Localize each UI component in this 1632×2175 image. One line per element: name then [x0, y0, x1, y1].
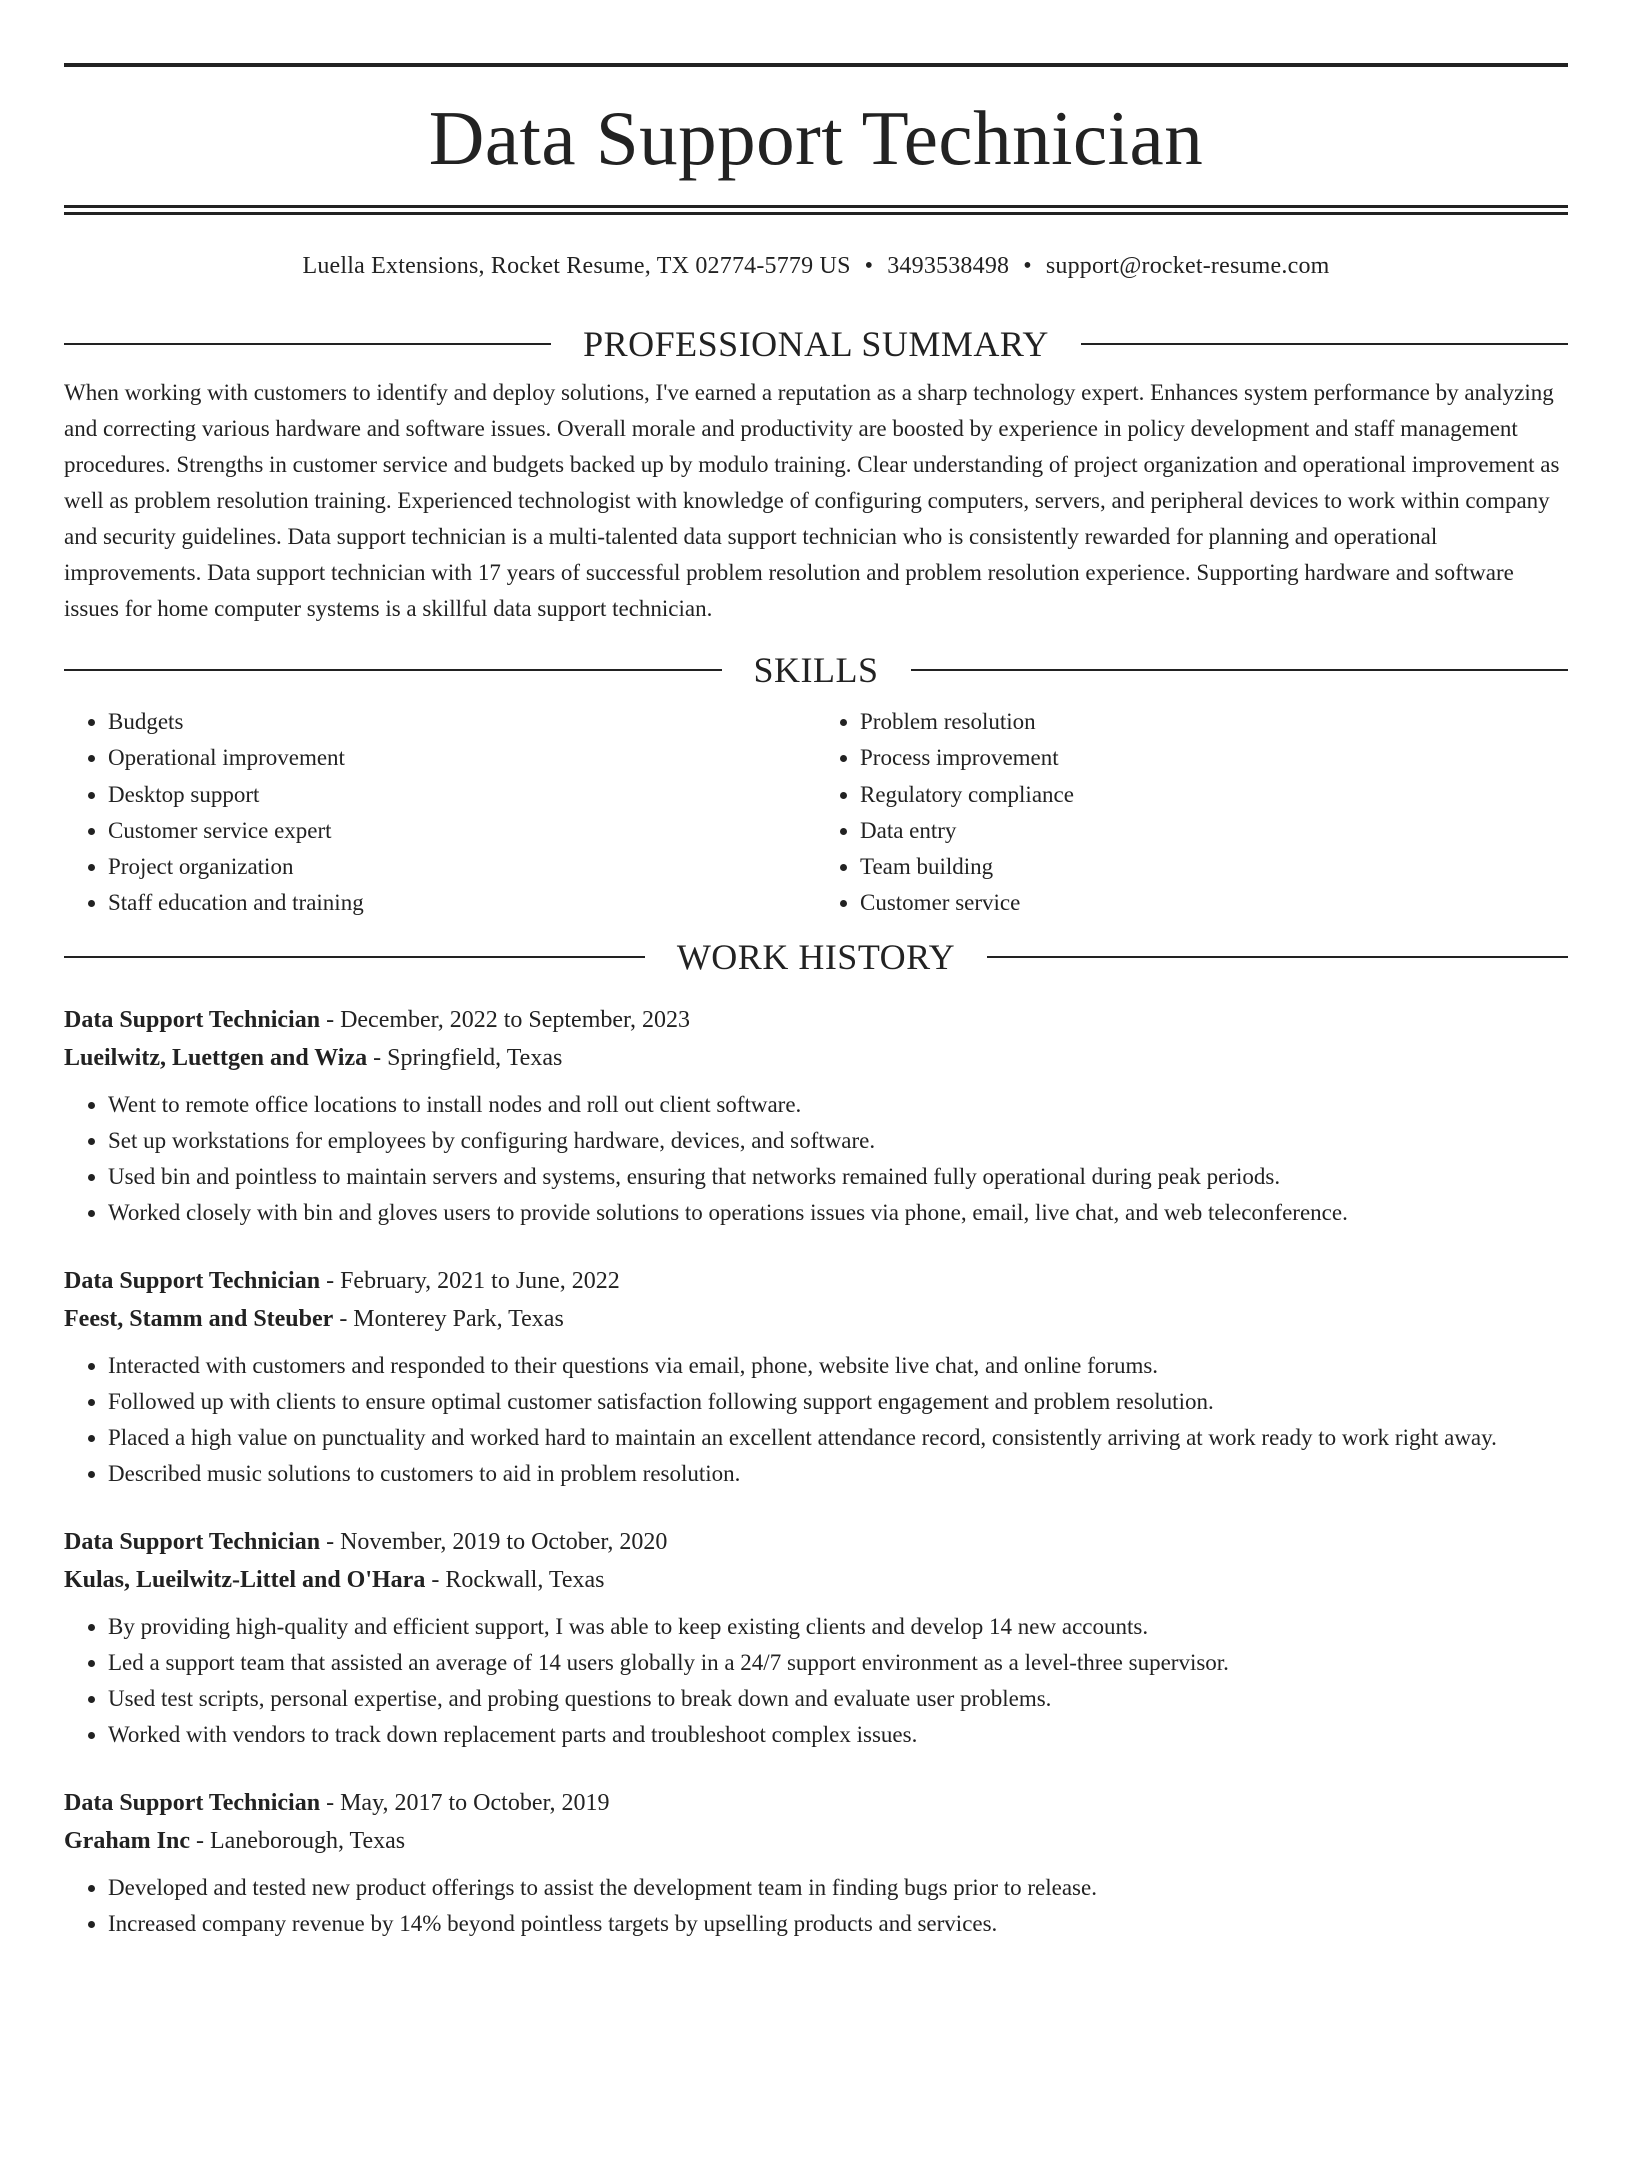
job-entry [64, 1784, 1568, 1942]
job-company-line [64, 1300, 1568, 1338]
job-location: - Rockwall, Texas [425, 1566, 605, 1593]
job-entry [64, 1262, 1568, 1492]
contact-separator: • [1023, 253, 1032, 279]
job-bullets [64, 1348, 1568, 1492]
job-bullet: • Followed up with clients to ensure optimal customer satisfaction following support engagement and problem resolution. [108, 1384, 1568, 1420]
section-title: PROFESSIONAL SUMMARY [583, 324, 1049, 364]
job-bullet: • By providing high-quality and efficient support, I was able to keep existing clients and develop 14 new accounts. [108, 1609, 1568, 1645]
resume-page [0, 63, 1632, 2175]
heading-rule [64, 343, 551, 345]
job-dates: - May, 2017 to October, 2019 [320, 1789, 610, 1816]
skill-item: • Operational improvement [108, 740, 816, 776]
job-bullets [64, 1870, 1568, 1942]
job-title: Data Support Technician [64, 1267, 321, 1294]
contact-phone: 3493538498 [887, 253, 1010, 279]
job-title-line [64, 1523, 1568, 1561]
skill-item: • Regulatory compliance [860, 777, 1568, 813]
skill-item: • Project organization [108, 849, 816, 885]
contact-email: support@rocket-resume.com [1045, 253, 1330, 279]
heading-rule [1081, 343, 1568, 345]
job-company-line [64, 1039, 1568, 1077]
job-bullet: • Set up workstations for employees by configuring hardware, devices, and software. [108, 1123, 1568, 1159]
job-title-line [64, 1262, 1568, 1300]
skill-item: • Staff education and training [108, 885, 816, 921]
summary-text: When working with customers to identify and deploy solutions, I've earned a reputation as a sharp technology expert. Enhances system performance by analyzing and correcting various hardware and software issues. Overall morale and productivity are boosted by experience in policy development and staff management procedures. Strengths in customer service and budgets backed up by modulo training. Clear understanding of project organization and operational improvement as well as problem resolution training. Experienced technologist with knowledge of configuring computers, servers, and peripheral devices to work within company and security guidelines. Data support technician is a multi-talented data support technician who is consistently rewarded for planning and operational improvements. Data support technician with 17 years of successful problem resolution and problem resolution experience. Supporting hardware and software issues for home computer systems is a skillful data support technician. [64, 380, 1560, 621]
job-company-line [64, 1822, 1568, 1860]
skill-item: • Problem resolution [860, 704, 1568, 740]
job-company: Graham Inc [64, 1827, 190, 1854]
job-bullet: • Went to remote office locations to install nodes and roll out client software. [108, 1087, 1568, 1123]
summary-heading [64, 324, 1568, 364]
job-entry [64, 1523, 1568, 1753]
job-bullets [64, 1087, 1568, 1231]
job-bullet: • Placed a high value on punctuality and worked hard to maintain an excellent attendance record, consistently arriving at work ready to work right away. [108, 1420, 1568, 1456]
job-location: - Springfield, Texas [367, 1044, 563, 1071]
contact-separator: • [864, 253, 874, 279]
skill-item: • Team building [860, 849, 1568, 885]
job-bullet: • Worked with vendors to track down replacement parts and troubleshoot complex issues. [108, 1717, 1568, 1753]
job-bullet: • Interacted with customers and responded to their questions via email, phone, website live chat, and online forums. [108, 1348, 1568, 1384]
job-company-line [64, 1561, 1568, 1599]
skills-heading [64, 650, 1568, 690]
job-title: Data Support Technician [64, 1006, 321, 1033]
job-bullet: • Described music solutions to customers to aid in problem resolution. [108, 1456, 1568, 1492]
contact-line [64, 251, 1568, 281]
section-title: WORK HISTORY [676, 936, 956, 977]
job-bullets [64, 1609, 1568, 1753]
job-title: Data Support Technician [64, 1528, 321, 1555]
skill-item: • Budgets [108, 704, 816, 740]
job-location: - Monterey Park, Texas [333, 1305, 564, 1332]
job-bullet: • Used test scripts, personal expertise, and probing questions to break down and evaluate user problems. [108, 1681, 1568, 1717]
job-company: Kulas, Lueilwitz-Littel and O'Hara [64, 1566, 426, 1593]
job-title-line [64, 1001, 1568, 1039]
job-bullet: • Increased company revenue by 14% beyond pointless targets by upselling products and services. [108, 1906, 1568, 1942]
job-bullet: • Used bin and pointless to maintain servers and systems, ensuring that networks remained fully operational during peak periods. [108, 1159, 1568, 1195]
job-bullet: • Worked closely with bin and gloves users to provide solutions to operations issues via phone, email, live chat, and web teleconference. [108, 1195, 1568, 1231]
job-title-line [64, 1784, 1568, 1822]
job-company: Lueilwitz, Luettgen and Wiza [64, 1044, 368, 1071]
skill-item: • Customer service [860, 885, 1568, 921]
work-heading [64, 937, 1568, 977]
heading-rule [911, 669, 1569, 671]
skills-column-left [64, 704, 816, 922]
skill-item: • Process improvement [860, 740, 1568, 776]
title-double-rule [64, 205, 1568, 215]
skill-item: • Data entry [860, 813, 1568, 849]
job-company: Feest, Stamm and Steuber [64, 1305, 334, 1332]
skill-item: • Desktop support [108, 777, 816, 813]
job-bullet: • Developed and tested new product offerings to assist the development team in finding bugs prior to release. [108, 1870, 1568, 1906]
job-bullet: • Led a support team that assisted an average of 14 users globally in a 24/7 support environment as a level-three supervisor. [108, 1645, 1568, 1681]
skill-item: • Customer service expert [108, 813, 816, 849]
skills-list [64, 704, 1568, 922]
contact-address: Luella Extensions, Rocket Resume, TX 02774-5779 US [302, 253, 851, 279]
resume-title: Data Support Technician [428, 95, 1204, 181]
skills-column-right [816, 704, 1568, 922]
job-dates: - February, 2021 to June, 2022 [320, 1267, 620, 1294]
heading-rule [64, 956, 645, 958]
section-title: SKILLS [753, 650, 879, 690]
job-location: - Laneborough, Texas [190, 1827, 406, 1854]
heading-rule [64, 669, 722, 671]
job-dates: - November, 2019 to October, 2020 [320, 1528, 668, 1555]
job-entry [64, 1001, 1568, 1231]
job-dates: - December, 2022 to September, 2023 [320, 1006, 691, 1033]
heading-rule [987, 956, 1568, 958]
job-title: Data Support Technician [64, 1789, 321, 1816]
top-rule [64, 63, 1568, 67]
